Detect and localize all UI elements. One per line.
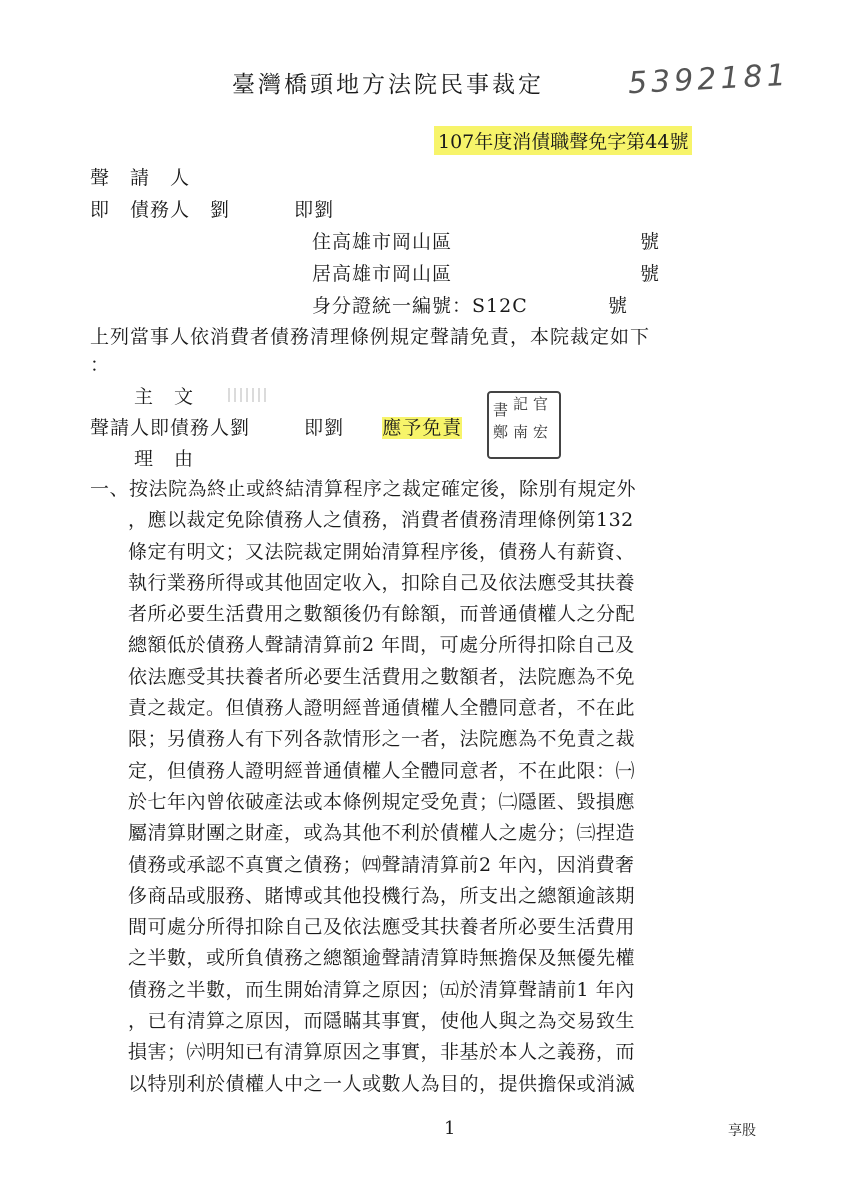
reason-line: 侈商品或服務、賭博或其他投機行為，所支出之總額逾該期 <box>128 884 636 907</box>
debtor-alias: 即劉 <box>294 199 335 221</box>
address-line-2-end: 號 <box>640 263 661 285</box>
scan-smudge <box>228 388 268 402</box>
reason-line: 限；另債務人有下列各款情形之一者，法院應為不免責之裁 <box>128 728 636 751</box>
reason-line: 以特別利於債權人中之一人或數人為目的，提供擔保或消滅 <box>128 1072 636 1095</box>
seal-char: 官 <box>533 395 549 413</box>
main-text <box>90 413 462 440</box>
main-text-b: 即劉 <box>304 417 345 439</box>
intro-text: 上列當事人依消費者債務清理條例規定聲請免責，本院裁定如下 <box>90 326 651 348</box>
debtor-line <box>90 195 334 222</box>
debtor-label: 即 債務人 劉 <box>90 199 231 221</box>
reason-line: 條定有明文；又法院裁定開始清算程序後，債務人有薪資、 <box>128 540 636 563</box>
id-number-line: 身分證統一編號：S12C <box>312 295 528 317</box>
main-text-a: 聲請人即債務人劉 <box>90 417 251 439</box>
seal-char: 南 <box>513 423 529 441</box>
reason-line: ，已有清算之原因，而隱瞞其事實，使他人與之為交易致生 <box>128 1010 636 1033</box>
reason-line: 責之裁定。但債務人證明經普通債權人全體同意者，不在此 <box>128 697 636 720</box>
applicant-label: 聲 請 人 <box>90 167 191 189</box>
id-number-end: 號 <box>608 295 629 317</box>
reason-line: 屬清算財團之財產，或為其他不利於債權人之處分；㈢捏造 <box>128 822 636 845</box>
reason-line: 債務或承認不真實之債務；㈣聲請清算前2 年內，因消費奢 <box>128 853 635 876</box>
reason-line: 一、按法院為終止或終結清算程序之裁定確定後，除別有規定外 <box>90 478 637 500</box>
address-line-1: 住高雄市岡山區 <box>312 231 453 253</box>
reason-line: 債務之半數，而生開始清算之原因；㈤於清算聲請前1 年內 <box>128 978 635 1001</box>
reason-line: 定，但債務人證明經普通債權人全體同意者，不在此限：㈠ <box>128 759 636 782</box>
case-number: 107年度消債職聲免字第44號 <box>434 126 692 155</box>
reason-line: 之半數，或所負債務之總額逾聲請清算時無擔保及無優先權 <box>128 947 636 970</box>
reason-line: 執行業務所得或其他固定收入，扣除自己及依法應受其扶養 <box>128 571 636 594</box>
address-line-2: 居高雄市岡山區 <box>312 263 453 285</box>
reason-line: 損害；㈥明知已有清算原因之事實，非基於本人之義務，而 <box>128 1041 636 1064</box>
intro-colon: ： <box>90 354 111 376</box>
page-number: 1 <box>444 1118 456 1139</box>
handwritten-number: 5392181 <box>627 57 791 102</box>
clerk-mark: 享股 <box>728 1123 756 1139</box>
reason-line: 者所必要生活費用之數額後仍有餘額，而普通債權人之分配 <box>128 603 636 626</box>
reason-heading: 理 由 <box>134 448 195 470</box>
clerk-seal-stamp <box>487 391 561 459</box>
main-heading: 主 文 <box>134 386 195 408</box>
main-text-c: 應予免責 <box>382 417 463 439</box>
seal-char: 宏 <box>533 423 549 441</box>
reason-line: ，應以裁定免除債務人之債務，消費者債務清理條例第132 <box>128 509 634 532</box>
reason-line: 間可處分所得扣除自己及依法應受其扶養者所必要生活費用 <box>128 916 636 939</box>
reason-line: 於七年內曾依破產法或本條例規定受免責；㈡隱匿、毀損應 <box>128 790 636 813</box>
document-title: 臺灣橋頭地方法院民事裁定 <box>232 72 544 98</box>
seal-char: 記 <box>513 395 529 413</box>
seal-char: 書 <box>493 401 509 419</box>
address-line-1-end: 號 <box>640 231 661 253</box>
reason-line: 依法應受其扶養者所必要生活費用之數額者，法院應為不免 <box>128 665 636 688</box>
reason-line: 總額低於債務人聲請清算前2 年間，可處分所得扣除自己及 <box>128 634 635 657</box>
reason-paragraph <box>90 474 728 1100</box>
seal-char: 鄭 <box>493 423 509 441</box>
